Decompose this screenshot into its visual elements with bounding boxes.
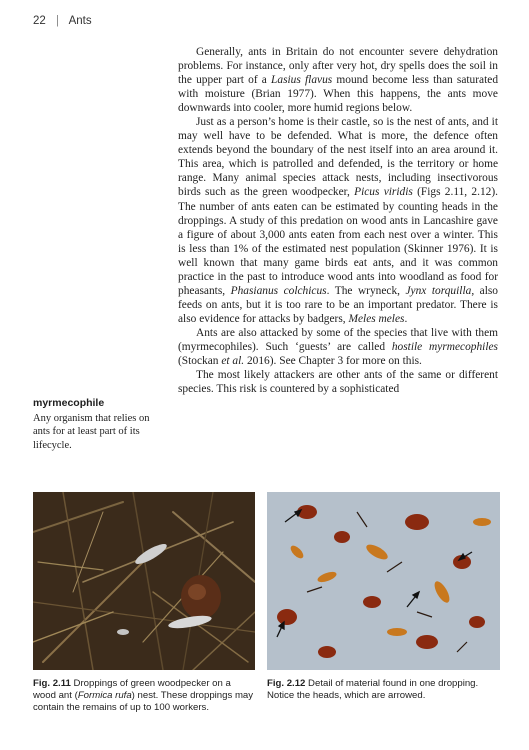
running-header bbox=[33, 15, 92, 27]
glossary-note bbox=[33, 397, 168, 452]
paragraph-4: The most likely attackers are other ants of the same or different species. This risk is countered by a sophisticated bbox=[178, 369, 498, 396]
paragraph-3: Ants are also attacked by some of the species that live with them (myrmecophiles). Such ‘guests’ are called hostile myrmecophiles (Stockan et al. 2016). See Chapter 3 for more on this. bbox=[178, 326, 498, 368]
figure-2-11-label: Fig. 2.11 bbox=[33, 678, 71, 689]
chapter-title: Ants bbox=[68, 15, 92, 27]
woodpecker-droppings-image bbox=[33, 492, 255, 670]
glossary-term: myrmecophile bbox=[33, 397, 105, 409]
dropping-detail-image bbox=[267, 492, 500, 670]
paragraph-2: Just as a person’s home is their castle, so is the nest of ants, and it may well have to be defended. What is more, the defence often extends beyond the boundary of the nest itself into an area around it. This area, which is patrolled and defended, is the territory or home range. Many animal species attack nests, including insectivorous birds such as the green woodpecker, Picus viridis (Figs 2.11, 2.12). The number of ants eaten can be estimated by counting heads in the droppings. A study of this predation on wood ants in Lancashire gave a figure of about 3,000 ants eaten from each nest over a winter. This is less than 1% of the estimated nest population (Skinner 1976). It is well known that many game birds eat ants, and it was common practice in the past to introduce wood ants into woodland as food for pheasants, Phasianus colchicus. The wryneck, Jynx torquilla, also feeds on ants, but it is too rare to be an important predator. There is also evidence for attacks by badgers, Meles meles. bbox=[178, 116, 499, 325]
figure-2-12-caption: Fig. 2.12 Detail of material found in one dropping. Notice the heads, which are arrowed. bbox=[267, 678, 479, 702]
figure-2-11-caption: Fig. 2.11 Droppings of green woodpecker on a wood ant (Formica rufa) nest. These droppings may contain the remains of up to 100 workers. bbox=[33, 678, 254, 714]
figure-2-11-photo bbox=[33, 492, 255, 670]
glossary-definition: Any organism that relies on ants for at least part of its lifecycle. bbox=[33, 413, 150, 451]
header-separator: | bbox=[56, 15, 59, 27]
paragraph-1: Generally, ants in Britain do not encounter severe dehydration problems. For instance, only after very hot, dry spells does the soil in the upper part of a Lasius flavus mound become less than saturated with moisture (Brian 1977). When this happens, the ants move downwards into cooler, more humid regions below. bbox=[178, 46, 499, 115]
figure-2-12-photo bbox=[267, 492, 500, 670]
figure-2-12-label: Fig. 2.12 bbox=[267, 678, 306, 689]
page-number: 22 bbox=[33, 15, 46, 27]
main-text-column bbox=[178, 45, 498, 396]
